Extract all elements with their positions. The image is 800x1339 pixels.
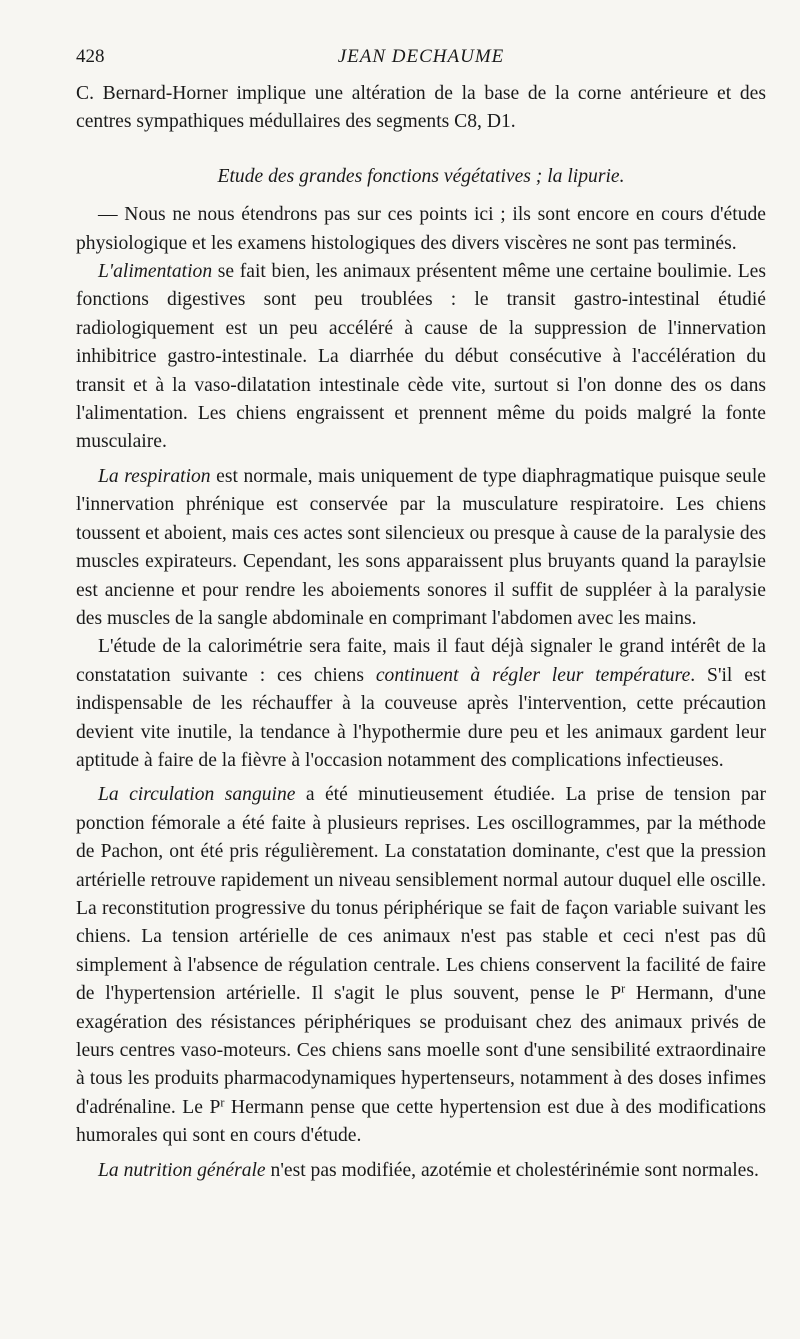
respiration-lead: La respiration <box>98 465 211 487</box>
alimentation-text: se fait bien, les animaux présentent même une certaine boulimie. Les fonctions digestives sont peu troublées : le transit gastro-intestinal étudié radiologiquement est un peu accéléré à cause de la suppression de l'innervation inhibitrice gastro-intestinale. La diarrhée du début consécutive à l'accélération du transit et à la vaso-dilatation intestinale cède vite, surtout si l'on donne des os dans l'alimentation. Les chiens engraissent et prennent même du poids malgré la fonte musculaire. <box>76 261 766 453</box>
paragraph-respiration <box>76 463 766 633</box>
calorimetrie-emphasis: continuent à régler leur température <box>375 664 691 686</box>
running-title: JEAN DECHAUME <box>337 46 505 67</box>
page-body <box>76 80 766 1185</box>
paragraph-horner: C. Bernard-Horner implique une altération de la base de la corne antérieure et des centres sympathiques médullaires des segments C8, D1. <box>76 83 766 133</box>
alimentation-lead: L'alimentation <box>98 261 213 283</box>
circulation-text-a: a été minutieusement étudiée. La prise de tension par ponction fémorale a été faite à plusieurs reprises. Les oscillogrammes, par la méthode de Pachon, ont été pris régulièrement. La constatation dominante, c'est que la pression artérielle retrouve rapidement un niveau sensiblement normal autour duquel elle oscille. La reconstitution progressive du tonus périphérique se fait de façon variable suivant les chiens. La tension artérielle de ces animaux n'est pas stable et ceci n'est pas dû simplement à l'absence de régulation centrale. Les chiens conservent la facilité de faire de l'hypertension artérielle. Il s'agit le plus souvent, pense le <box>76 784 766 1005</box>
paragraph-intro: — Nous ne nous étendrons pas sur ces points ici ; ils sont encore en cours d'étude physiologique et les examens histologiques des divers viscères ne sont pas terminés. <box>76 204 766 254</box>
paragraph-calorimetrie <box>76 633 766 775</box>
circulation-lead: La circulation sanguine <box>98 784 296 806</box>
respiration-text: est normale, mais uniquement de type diaphragmatique puisque seule l'innervation phrénique est conservée par la musculature respiratoire. Les chiens toussent et aboient, mais ces actes sont silencieux ou presque à cause de la paralysie des muscles expirateurs. Cependant, les sons apparaissent plus bruyants quand la paraylsie est ancienne et pour rendre les aboiements sonores il suffit de suppléer à la paralysie des muscles de la sangle abdominale en comprimant l'abdomen avec les mains. <box>76 465 766 629</box>
circulation-text-b: Hermann, d'une exagération des résistances périphériques se produisant chez des animaux privés de leurs centres vaso-moteurs. Ces chiens sans moelle sont d'une sensibilité extraordinaire à tous les produits pharmacodynamiques hypertenseurs, notamment à des doses infimes d'adrénaline. Le <box>76 983 766 1118</box>
paragraph-nutrition <box>76 1157 766 1185</box>
paragraph-alimentation <box>76 258 766 457</box>
section-heading: Etude des grandes fonctions végétatives ; la lipurie. <box>217 165 625 187</box>
page-header <box>76 46 766 76</box>
nutrition-lead: La nutrition générale <box>98 1159 266 1181</box>
paragraph-circulation <box>76 781 766 1150</box>
calorimetrie-text-a: L'étude de la calorimétrie sera faite, mais il faut déjà signaler le grand intérêt de la constatation suivante : ces chiens <box>76 636 766 686</box>
professor-abbr: P <box>209 1096 221 1118</box>
nutrition-text: n'est pas modifiée, azotémie et cholestérinémie sont normales. <box>265 1159 759 1181</box>
professor-abbr-sup: r <box>621 981 626 996</box>
professor-abbr-sup: r <box>220 1095 225 1110</box>
page-number: 428 <box>76 46 105 67</box>
circulation-text-c: Hermann pense que cette hypertension est due à des modifications humorales qui sont en cours d'étude. <box>76 1096 766 1147</box>
calorimetrie-text-b: . S'il est indispensable de les réchauffer à la couveuse après l'intervention, cette précaution devient vite inutile, la tendance à l'hypothermie dure peu et les animaux gardent leur aptitude à faire de la fièvre à l'occasion notamment des complications infectieuses. <box>76 664 766 771</box>
professor-abbr: P <box>610 983 622 1005</box>
